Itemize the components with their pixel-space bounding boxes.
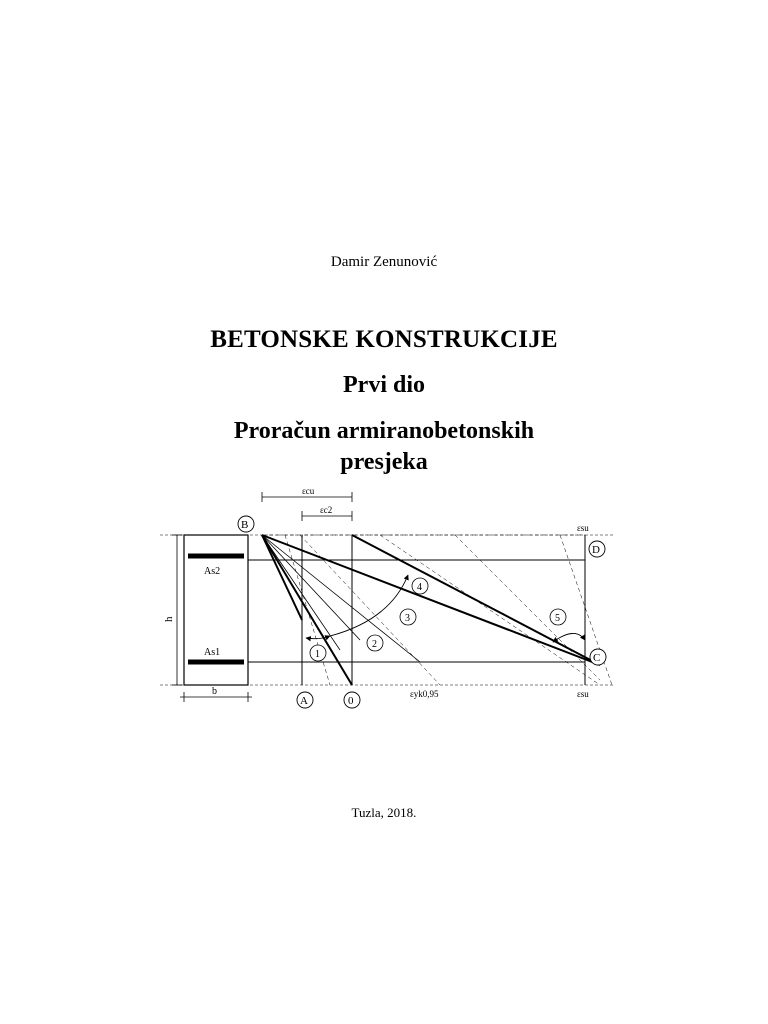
place-and-year: Tuzla, 2018.: [351, 805, 417, 820]
label-ec2: εc2: [320, 505, 333, 515]
label-esu-bottom: εsu: [577, 689, 589, 699]
point-zero: [344, 692, 360, 708]
svg-text:1: 1: [315, 649, 320, 660]
point-a: [297, 692, 313, 708]
svg-text:4: 4: [417, 582, 422, 593]
point-d: [589, 541, 605, 557]
svg-text:5: 5: [555, 613, 560, 624]
svg-text:A: A: [300, 695, 308, 707]
line-b-d3: [262, 535, 360, 640]
author-name: Damir Zenunović: [330, 254, 438, 270]
arc-domain-1: [306, 636, 330, 639]
label-as1: As1: [204, 647, 221, 658]
svg-text:3: 3: [405, 613, 410, 624]
line-b-c: [262, 535, 600, 665]
label-b: b: [212, 686, 217, 697]
line-zero-c: [352, 535, 600, 665]
subtitle-topic-line2: presjeka: [340, 449, 428, 475]
svg-text:B: B: [241, 519, 249, 531]
domain-3: [400, 609, 416, 625]
point-c: [590, 649, 606, 665]
label-eyk: εyk0,95: [410, 689, 439, 699]
arc-domain-5: [553, 633, 585, 642]
arc-domain-2-3: [330, 575, 408, 636]
guide-4: [455, 535, 600, 680]
domain-4: [412, 578, 428, 594]
svg-text:C: C: [593, 652, 601, 664]
svg-text:0: 0: [348, 695, 354, 707]
domain-5: [550, 609, 566, 625]
label-ecu: εcu: [302, 486, 315, 496]
subtitle-topic-line1: Proračun armiranobetonskih: [233, 418, 535, 444]
svg-text:2: 2: [372, 639, 377, 650]
label-as2: As2: [204, 566, 221, 577]
label-esu-top: εsu: [577, 523, 589, 533]
main-title: BETONSKE KONSTRUKCIJE: [210, 326, 558, 353]
line-b-mid: [262, 535, 340, 650]
subtitle-part: Prvi dio: [343, 372, 425, 398]
point-b: [238, 516, 254, 532]
domain-2: [367, 635, 383, 651]
label-h: h: [163, 616, 175, 622]
line-b-eyk: [262, 535, 420, 662]
svg-text:D: D: [592, 544, 600, 556]
domain-1: [310, 645, 326, 661]
